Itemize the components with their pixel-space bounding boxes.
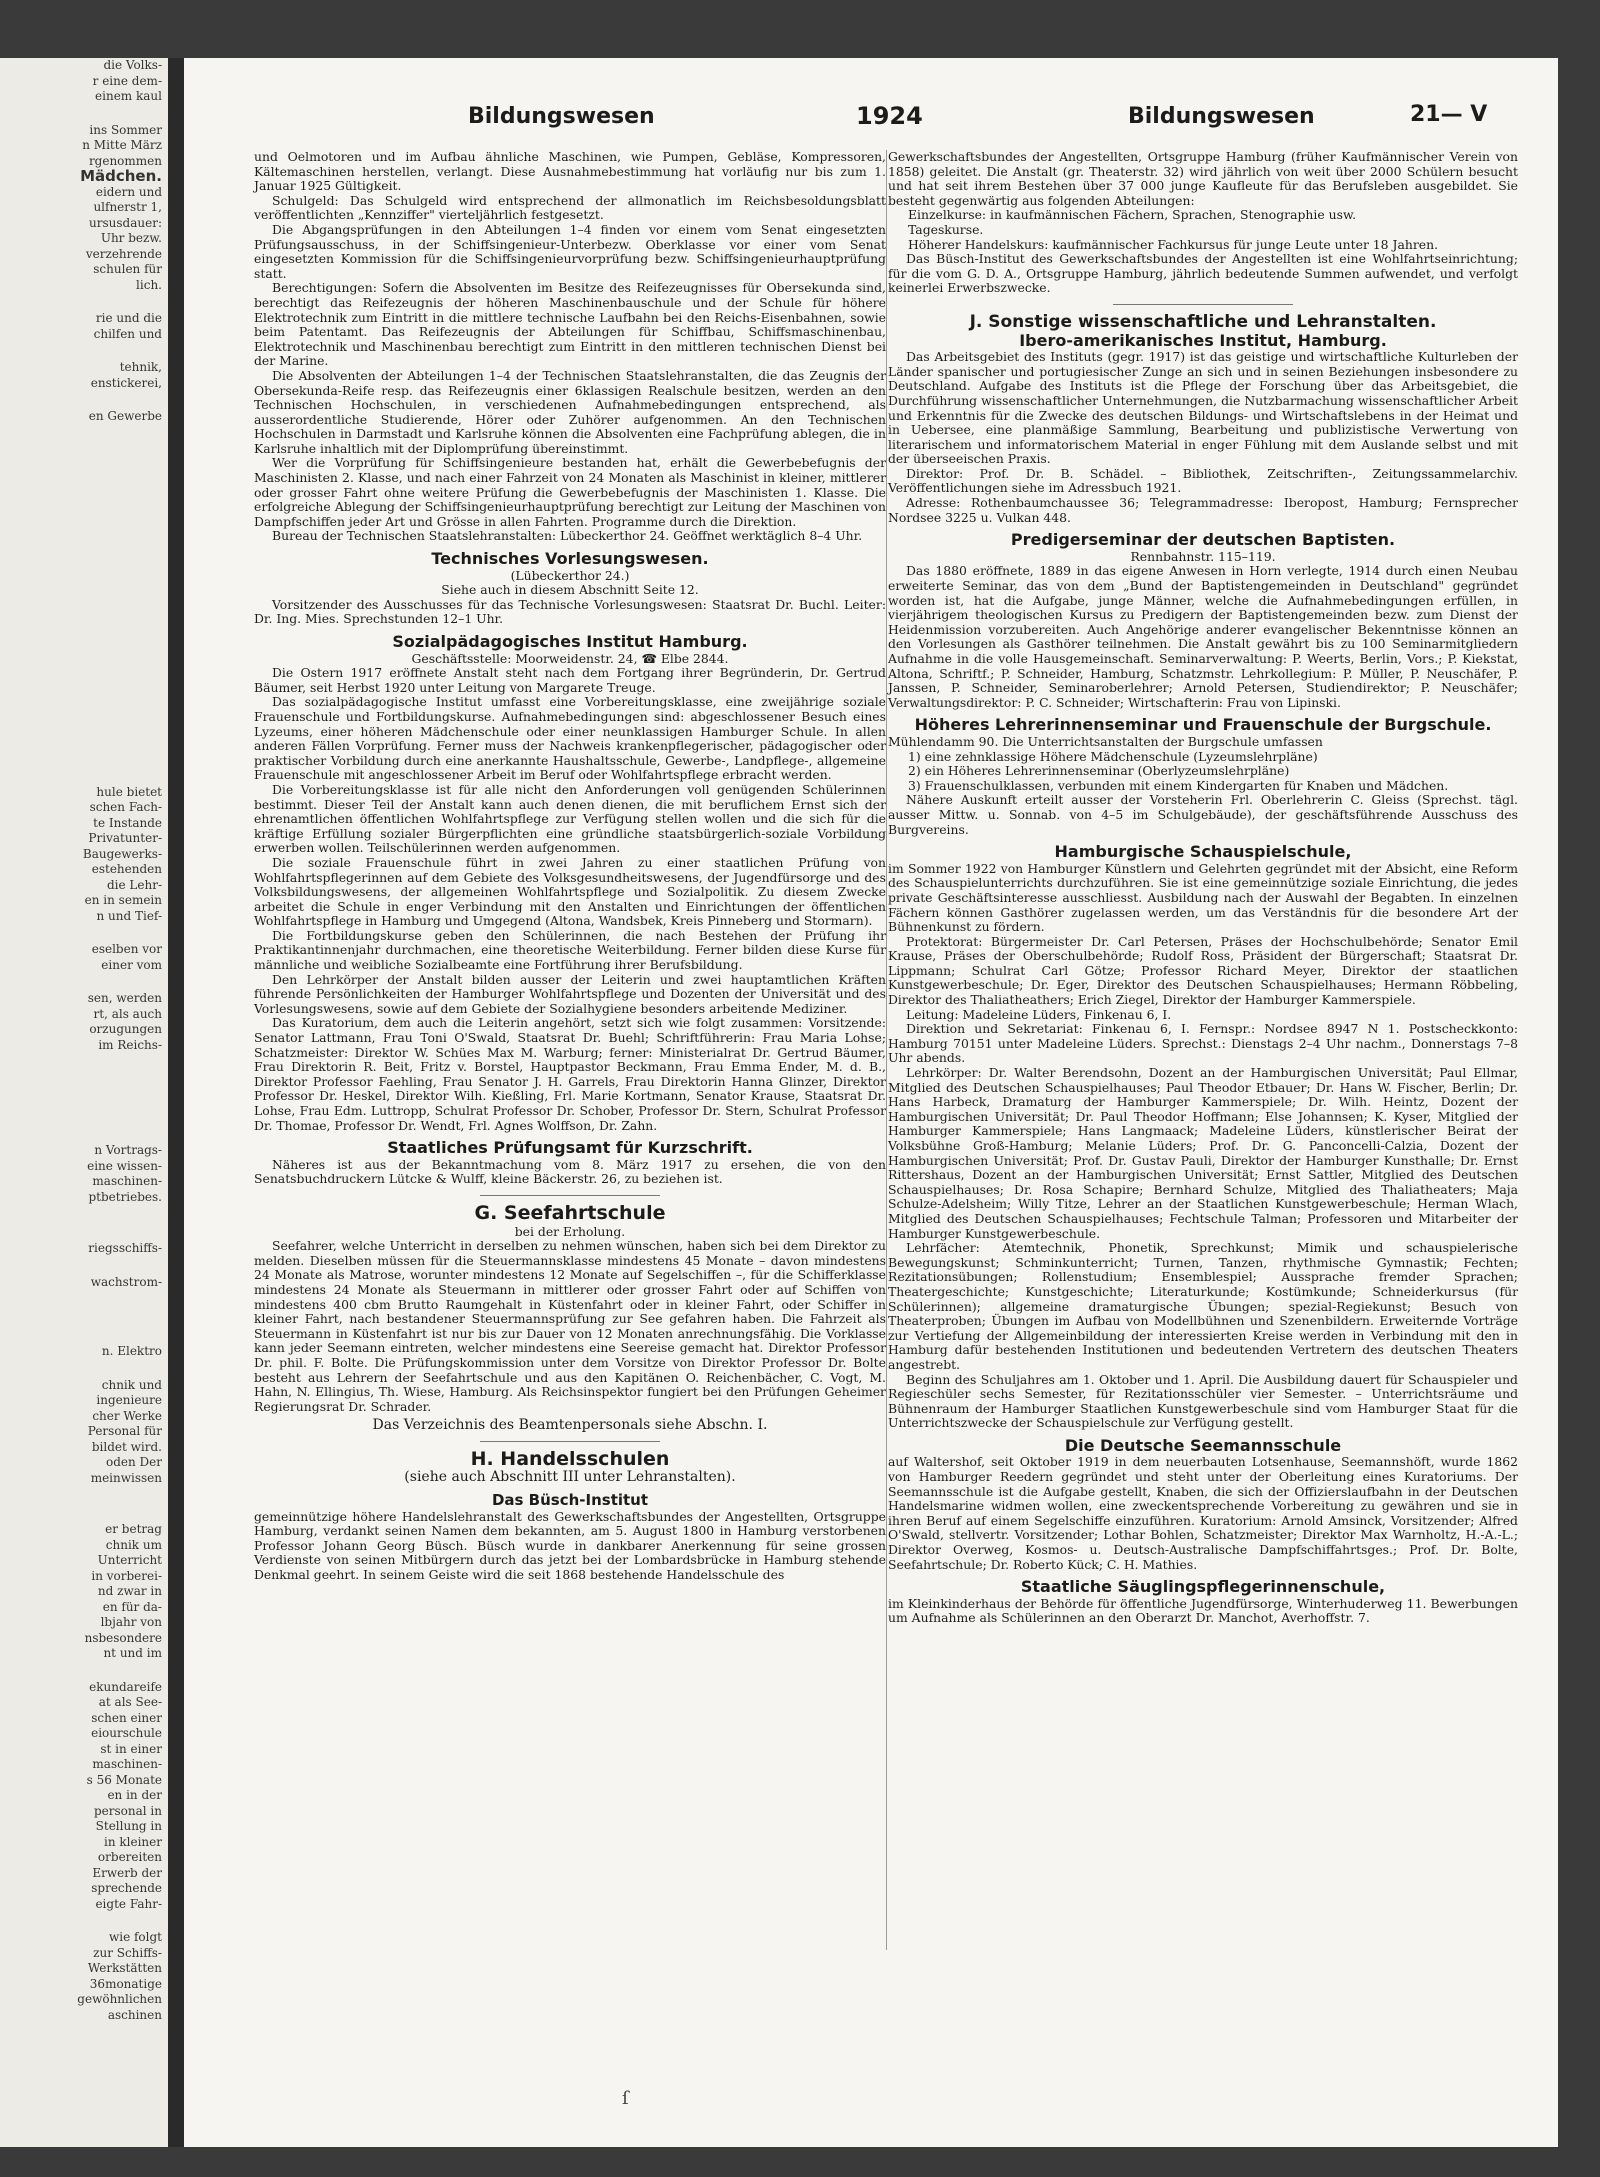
sliver-line: hule bietet — [96, 784, 162, 799]
list-item: 3) Frauenschulklassen, verbunden mit einem Kindergarten für Knaben und Mädchen. — [908, 777, 1449, 793]
sliver-line — [0, 1308, 168, 1326]
sliver-line — [0, 1326, 168, 1344]
paragraph: Siehe auch in diesem Abschnitt Seite 12. — [441, 582, 699, 598]
list-item: Einzelkurse: in kaufmännischen Fächern, Sprachen, Stenographie usw. — [908, 207, 1357, 223]
sliver-line: verzehrende — [85, 246, 162, 261]
sliver-line — [0, 391, 168, 409]
paragraph: Lehrfächer: Atemtechnik, Phonetik, Sprechkunst; Mimik und schauspielerische Bewegungskunst; Schminkunterricht; Turnen, Tanzen, rhythmische Gymnastik; Fechten; Rezitationsübungen; Rollenstudium; Ensemblespiel; Aussprache fremder Sprachen; Theatergeschichte; Kunstgeschichte; Literaturkunde; Kostümkunde; Schneiderkursus (für Schülerinnen); allgemeine dramaturgische Übungen; spezial-Regiekunst; Besuch von Theaterproben; Übungen im Aufbau von Modellbühnen und Szenenbildern. Erweiternde Vorträge zur Vertiefung der Allgemeinbildung der interessierten Kreise werden in Verbindung mit den in Hamburg dafür bestehenden Institutionen und bedeutenden Vertretern des deutschen Theaters angestrebt. — [888, 1240, 1518, 1372]
sliver-line: riegsschiffs- — [88, 1241, 162, 1255]
sliver-line: chilfen und — [93, 326, 162, 341]
sliver-line: wachstrom- — [90, 1274, 162, 1289]
sliver-line: eidern und — [95, 184, 162, 199]
right-column — [888, 150, 1518, 1626]
left-column — [254, 150, 886, 1583]
sliver-line: lbjahr von — [100, 1615, 162, 1629]
section-subtitle: bei der Erholung. — [514, 1223, 626, 1239]
paragraph: Das Verzeichnis des Beamtenpersonals siehe Abschn. I. — [372, 1417, 768, 1434]
sliver-line: n und Tief- — [96, 908, 162, 923]
sliver-line: en für da- — [102, 1599, 162, 1614]
paragraph: Protektorat: Bürgermeister Dr. Carl Petersen, Präses der Hochschulbehörde; Senator Emil Krause, Präses der Oberschulbehörde; Rudolf Ross, Präsident der Bürgerschaft; Staatsrat Dr. Lippmann; Schulrat Carl Götze; Professor Richard Meyer, Direktor der staatlichen Kunstgewerbeschule; Dr. Eger, Direktor des Deutschen Schauspielhauses; Hermann Röbbeling, Direktor des Thaliatheathers; Erich Ziegel, Direktor der Hamburger Kammerspiele. — [888, 933, 1518, 1008]
page-header — [184, 58, 1558, 148]
sliver-line — [0, 695, 168, 713]
sliver-line — [0, 1257, 168, 1275]
sliver-line — [0, 497, 168, 515]
paragraph: Direktor: Prof. Dr. B. Schädel. – Bibliothek, Zeitschriften-, Zeitungssammelarchiv. Veröffentlichungen siehe im Adressbuch 1921. — [888, 465, 1518, 496]
sliver-line: nd zwar in — [97, 1584, 162, 1598]
sliver-line — [0, 1223, 168, 1241]
paragraph: Leitung: Madeleine Lüders, Finkenau 6, I. — [906, 1006, 1172, 1022]
paragraph: Berechtigungen: Sofern die Absolventen im Besitze des Reifezeugnisses für Obersekunda sind, berechtigt das Reifezeugnis der höheren Maschinenbauschule und der Schule für höhere Elektrotechnik zum Eintritt in die mittlere technische Laufbahn bei den Reichs-Eisenbahnen, sowie beim Patentamt. Das Reifezeugnis der Abteilungen für Schiffbau, Schiffsmaschinenbau, Elektrotechnik und Maschinenbau berechtigt zum Eintritt in den mittleren technischen Dienst bei der Marine. — [254, 280, 886, 369]
sliver-line — [0, 342, 168, 360]
sliver-line — [0, 1360, 168, 1378]
sliver-line: en in der — [107, 1788, 162, 1802]
sliver-line: einem kaul — [95, 89, 162, 103]
sliver-line: Personal für — [87, 1424, 162, 1438]
sliver-line — [0, 1089, 168, 1107]
sliver-line: st in einer — [100, 1741, 162, 1756]
section-title: Technisches Vorlesungswesen. — [431, 549, 709, 569]
sliver-line: aschinen — [107, 2007, 162, 2022]
sliver-line: lich. — [136, 277, 162, 292]
paragraph: Mühlendamm 90. Die Unterrichtsanstalten der Burgschule umfassen — [888, 733, 1323, 749]
sliver-line — [0, 731, 168, 749]
paragraph: gemeinnützige höhere Handelslehranstalt des Gewerkschaftsbundes der Angestellten, Ortsgruppe Hamburg, verdankt seinen Namen dem bekannten, am 5. August 1800 in Hamburg verstorbenen Professor Johann Georg Büsch. Büsch wurde in dankbarer Anerkennung für seine grossen Verdienste von seinen Mitbürgern durch das jetzt bei der Lombardsbrücke in Hamburg stehende Denkmal geehrt. In seinem Geiste wird die seit 1868 bestehende Handelsschule des — [254, 1508, 886, 1583]
sliver-line — [0, 1053, 168, 1071]
sliver-line — [0, 533, 168, 551]
sliver-line — [0, 461, 168, 479]
sliver-line — [0, 1125, 168, 1143]
section-title: Hamburgische Schauspielschule, — [1054, 842, 1352, 862]
divider — [1113, 304, 1293, 305]
left-page-sliver — [0, 58, 168, 2147]
paragraph: im Sommer 1922 von Hamburger Künstlern und Gelehrten gegründet mit der Absicht, eine Reform des Schauspielunterrichts durchzuführen. Sie ist eine gemeinnützige soziale Einrichtung, die jedes private Geschäftsinteresse ausschliesst. Ausbildung nach der Auswahl der Begabten. In einzelnen Fächern können Gasthörer zugelassen werden, um das Verständnis für die besondere Art der Bühnenkunst zu fördern. — [888, 860, 1518, 935]
sliver-line: Stellung in — [95, 1819, 162, 1833]
chapter-title: H. Handelsschulen — [470, 1447, 670, 1470]
page — [184, 58, 1558, 2147]
sliver-line: im Reichs- — [98, 1037, 162, 1052]
paragraph: Die Vorbereitungsklasse ist für alle nicht den Anforderungen voll genügenden Schülerinnen bestimmt. Dieser Teil der Anstalt kann auch denen dienen, die mit beruflichem Ernst sich der ehrenamtlichen öffentlichen Wohlfahrtspflege zur Verfügung stellen wollen und die sich für die kräftige Erfüllung sozialer Bürgerpflichten eine gründliche staatsbürgerlich-soziale Vorbildung erwerben wollen. Teilschülerinnen werden aufgenommen. — [254, 781, 886, 856]
list-item: 2) ein Höheres Lehrerinnenseminar (Oberlyzeumslehrpläne) — [908, 763, 1290, 779]
sliver-line: ekundareife — [89, 1679, 162, 1694]
sliver-line — [0, 973, 168, 991]
paragraph: Die Abgangsprüfungen in den Abteilungen 1–4 finden vor einem vom Senat eingesetzten Prüfungsausschuss, in der Schiffsingenieur-Unterbezw. Oberklasse vor einer vom Senat eingesetzten Kommission für die Schiffsingenieurvorprüfung bezw. Schiffsingenieurhauptprüfung statt. — [254, 221, 886, 281]
sliver-line: personal in — [93, 1803, 162, 1818]
sliver-line: Werkstätten — [87, 1961, 162, 1975]
sliver-line — [0, 1290, 168, 1308]
sliver-line — [0, 569, 168, 587]
sliver-line: oden Der — [105, 1455, 162, 1469]
divider — [480, 1195, 660, 1196]
list-item: Tageskurse. — [908, 221, 984, 237]
sliver-line: schen Fach- — [89, 800, 162, 814]
sliver-line: rgenommen — [88, 153, 162, 168]
sliver-line: wie folgt — [108, 1930, 162, 1944]
sliver-line — [0, 605, 168, 623]
sliver-line — [0, 587, 168, 605]
sliver-line: nt und im — [103, 1646, 162, 1660]
sliver-line: Uhr bezw. — [100, 231, 162, 245]
sliver-line: nsbesondere — [84, 1630, 162, 1645]
sliver-line: ingenieure — [96, 1393, 162, 1407]
section-subtitle: (siehe auch Abschnitt III unter Lehranstalten). — [404, 1469, 736, 1486]
sliver-line: rt, als auch — [93, 1006, 162, 1021]
paragraph: Die Ostern 1917 eröffnete Anstalt steht nach dem Fortgang ihrer Begründerin, Dr. Gertrud Bäumer, seit Herbst 1920 unter Leitung von Margarete Treuge. — [254, 665, 886, 695]
sliver-line: r eine dem- — [92, 73, 162, 88]
sliver-line — [0, 623, 168, 641]
sliver-line: 36monatige — [89, 1976, 162, 1991]
section-title: Staatliches Prüfungsamt für Kurzschrift. — [387, 1138, 753, 1158]
sliver-line: chnik und — [101, 1377, 162, 1392]
sliver-line — [0, 641, 168, 659]
sliver-line — [0, 659, 168, 677]
paragraph: Direktion und Sekretariat: Finkenau 6, I. Fernspr.: Nordsee 8947 N 1. Postscheckkonto: Hamburg 70151 unter Madeleine Lüders. Sprechst.: Dienstags 2–4 Uhr nachm., Donnerstags 7–8 Uhr abends. — [888, 1021, 1518, 1066]
header-year: 1924 — [856, 102, 923, 130]
sliver-line: ulfnerstr 1, — [93, 200, 162, 214]
paragraph: Adresse: Rothenbaumchaussee 36; Telegrammadresse: Iberopost, Hamburg; Fernsprecher Nordsee 3225 u. Vulkan 448. — [888, 495, 1518, 525]
sliver-line — [0, 443, 168, 461]
sliver-line — [0, 479, 168, 497]
header-left-title: Bildungswesen — [468, 104, 655, 129]
sliver-line: meinwissen — [90, 1470, 162, 1485]
paragraph: Die Fortbildungskurse geben den Schülerinnen, die nach Bestehen der Prüfung ihr Praktikantinnenjahr durchmachen, eine theoretische Weiterbildung. Ferner bilden diese Kurse für männliche und weibliche Sozialbeamte eine Fortführung ihrer Berufsbildung. — [254, 927, 886, 973]
sliver-line — [0, 677, 168, 695]
paragraph: im Kleinkinderhaus der Behörde für öffentliche Jugendfürsorge, Winterhuderweg 11. Bewerbungen um Aufnahme als Schülerinnen an den Oberarzt Dr. Manchot, Averhoffstr. 7. — [888, 1595, 1518, 1626]
sliver-line: eigte Fahr- — [95, 1896, 162, 1911]
sliver-line — [0, 1205, 168, 1223]
sliver-line: sen, werden — [87, 991, 162, 1005]
paragraph: Das 1880 eröffnete, 1889 in das eigene Anwesen in Horn verlegte, 1914 durch einen Neubau erweiterte Seminar, das von dem „Bund der Baptistengemeinden in Deutschland" gegründet worden ist, hat die Aufgabe, junge Männer, welche die Aufnahmebedingungen erfüllen, in vierjährigem theologischen Kursus zu Predigern der Baptistengemeinden bezw. zum Dienst der Heidenmission vorzubereiten. Auch Angehörige anderer evangelischer Bekenntnisse können an den Vorlesungen als Gasthörer teilnehmen. Die Anstalt gewährt bis zu 100 Seminarmitgliedern Aufnahme in die volle Hausgemeinschaft. Seminarverwaltung: P. Weerts, Berlin, Vors.; P. Kiekstat, Altona, Schriftf.; P. Schneider, Hamburg, Schatzmstr. Lehrkollegium: P. Müller, P. Neuschäfer, P. Janssen, P. Schneider, Seminaroberlehrer; Arnold Petersen, Studiendirektor; P. Neuschäfer; Verwaltungsdirektor: P. C. Schneider; Wirtschafterin: Frau von Lipinski. — [888, 563, 1518, 710]
section-title: Sozialpädagogisches Institut Hamburg. — [392, 632, 748, 651]
section-title: Höheres Lehrerinnenseminar und Frauenschule der Burgschule. — [914, 715, 1492, 735]
sliver-line — [0, 767, 168, 785]
sliver-line: maschinen- — [92, 1757, 162, 1771]
sliver-line: gewöhnlichen — [77, 1992, 162, 2006]
paragraph: Beginn des Schuljahres am 1. Oktober und 1. April. Die Ausbildung dauert für Schauspieler und Regieschüler sechs Semester, für Rezitationsschüler vier Semester. – Unterrichtsräume und Bühnenraum der Hamburger Staatlichen Kunstgewerbeschule sind vom Hamburger Staat für die Unterrichtszwecke der Schauspielschule zur Verfügung gestellt. — [888, 1371, 1518, 1431]
sliver-line — [0, 293, 168, 311]
scanner-frame-top — [0, 0, 1600, 58]
sliver-line: ptbetriebes. — [88, 1189, 162, 1204]
list-item: Höherer Handelskurs: kaufmännischer Fachkursus für junge Leute unter 18 Jahren. — [908, 236, 1439, 252]
sliver-line: orbereiten — [97, 1850, 162, 1864]
paragraph: und Oelmotoren und im Aufbau ähnliche Maschinen, wie Pumpen, Gebläse, Kompressoren, Kältemaschinen herstellen, verlangt. Diese Ausnahmebestimmung hat vorläufig nur bis zum 1. Januar 1925 Gültigkeit. — [254, 149, 886, 194]
section-title: Die Deutsche Seemannsschule — [1064, 1435, 1342, 1455]
sliver-line — [0, 551, 168, 569]
sliver-line — [0, 924, 168, 942]
sliver-line — [0, 515, 168, 533]
paragraph: Gewerkschaftsbundes der Angestellten, Ortsgruppe Hamburg (früher Kaufmännischer Verein von 1858) geleitet. Die Anstalt (gr. Theaterstr. 32) wird jährlich von weit über 2000 Schülern besucht und hat seit ihrem Bestehen über 37 000 junge Kaufleute für das Berufsleben ausgebildet. Sie besteht gegenwärtig aus folgenden Abteilungen: — [888, 149, 1518, 208]
paragraph: Das Arbeitsgebiet des Instituts (gegr. 1917) ist das geistige und wirtschaftliche Kulturleben der Länder spanischer und portugiesischer Zunge an sich und in seinen Beziehungen insbesondere zu Deutschland. Aufgabe des Instituts ist die Pflege der Forschung über das Arbeitsgebiet, die Durchführung wissenschaftlicher Unternehmungen, die Nutzbarmachung wissenschaftlicher Arbeit und Erkenntnis für die Zwecke des deutschen Bildungs- und Wirtschaftslebens in der Heimat und in Uebersee, eine planmäßige Sammlung, Bearbeitung und publizistische Verwertung von literarischem und informatorischem Material in enger Fühlung mit dem Auslande selbst und mit der überseeischen Praxis. — [888, 349, 1518, 467]
paragraph: Vorsitzender des Ausschusses für das Technische Vorlesungswesen: Staatsrat Dr. Buchl. Leiter: Dr. Ing. Mies. Sprechstunden 12–1 Uhr. — [254, 596, 886, 627]
sliver-line: in vorberei- — [91, 1568, 162, 1583]
sliver-line: tehnik, — [119, 360, 162, 374]
list-item: 1) eine zehnklassige Höhere Mädchenschule (Lyzeumslehrpläne) — [908, 748, 1318, 764]
paragraph: Seefahrer, welche Unterricht in derselben zu nehmen wünschen, haben sich bei dem Direktor zu melden. Dieselben müssen für die Steuermannsklasse mindestens 45 Monate – davon mindestens 24 Monate als Matrose, worunter mindestens 12 Monate auf Segelschiffen –, für die Schifferklasse mindestens 24 Monate als Steuermann in mittlerer oder grosser Fahrt oder auf Schiffen von mindestens 400 cbm Brutto Raumgehalt in Küstenfahrt oder in kleiner Fahrt, oder Schiffer in kleiner Fahrt, nach bestandener Steuermannsprüfung zur See gefahren haben. Die Fahrzeit als Steuermann in Küstenfahrt ist nur bis zur Dauer von 12 Monaten anrechnungsfähig. Die Vorklasse kann jeder Seemann eintreten, welcher mindestens eine Seereise gemacht hat. Direktor Professor Dr. phil. F. Bolte. Die Prüfungskommission unter dem Vorsitze von Direktor Professor Dr. Bolte besteht aus Lehrern der Seefahrtschule und aus den Kapitänen O. Reichenbächer, C. Vogt, M. Hahn, N. Ellingius, Th. Wiese, Hamburg. Als Reichsinspektor fungiert bei den Prüfungen Geheimer Regierungsrat Dr. Schrader. — [254, 1238, 886, 1414]
sliver-line: er betrag — [105, 1522, 162, 1536]
sliver-line — [0, 105, 168, 123]
sliver-line: te Instande — [93, 815, 162, 830]
sliver-line: zur Schiffs- — [93, 1945, 162, 1960]
sliver-line: cher Werke — [92, 1408, 162, 1423]
sliver-line — [0, 1662, 168, 1680]
sliver-line: in kleiner — [104, 1834, 162, 1849]
scanner-frame-right — [1558, 0, 1600, 2177]
sliver-line: eine wissen- — [87, 1158, 162, 1173]
sliver-line: sprechende — [91, 1881, 162, 1895]
paragraph: Das Kuratorium, dem auch die Leiterin angehört, setzt sich wie folgt zusammen: Vorsitzende: Senator Lattmann, Frau Toni O'Swald, Staatsrat Dr. Buehl; Schriftführerin: Frau Maria Lohse; Schatzmeister: Direktor W. Schües Max M. Warburg; ferner: Ministerialrat Dr. Gertrud Bäumer, Frau Direktorin R. Beit, Fritz v. Borstel, Hauptpastor Beckmann, Frau Emma Ender, M. d. B., Direktor Professor Faehling, Frau Senator J. H. Garrels, Frau Direktorin Hanna Glinzer, Direktor Professor Dr. Heskel, Direktor Wilh. Kießling, Frl. Marie Kortmann, Senator Krause, Staatsrat Dr. Lohse, Frau Edm. Luttropp, Schulrat Professor Dr. Schober, Professor Dr. Stern, Schulrat Professor Dr. Thomae, Professor Dr. Wendt, Frl. Agnes Wolffson, Dr. Zahn. — [254, 1015, 886, 1133]
sliver-line: Erwerb der — [92, 1865, 162, 1880]
paragraph: Näheres ist aus der Bekanntmachung vom 8. März 1917 zu ersehen, die von den Senatsbuchdruckern Lütcke & Wulff, kleine Bäckerstr. 26, zu beziehen ist. — [254, 1156, 886, 1187]
sliver-line — [0, 1912, 168, 1930]
book-gutter — [168, 58, 184, 2147]
paragraph: Die Absolventen der Abteilungen 1–4 der Technischen Staatslehranstalten, die das Zeugnis der Obersekunda-Reife resp. das Reifezeugnis einer 6klassigen Realschule besitzen, werden an den Technischen Hochschulen, in verschiedenen Aufnahmebedingungen entsprechend, als ausserordentliche Studierende, Hörer oder Zuhörer aufgenommen. An den Technischen Hochschulen in Darmstadt und Karlsruhe können die Absolventen eine Fachprüfung ablegen, die in Karlsruhe inhaltlich mit der Diplomprüfung übereinstimmt. — [254, 367, 886, 456]
section-title: Predigerseminar der deutschen Baptisten. — [1010, 530, 1396, 550]
sliver-line — [0, 713, 168, 731]
sliver-line: einer vom — [101, 957, 162, 972]
paragraph: auf Waltershof, seit Oktober 1919 in dem neuerbauten Lotsenhause, Seemannshöft, wurde 1862 von Hamburger Reedern gegründet und steht unter der Oberleitung eines Kuratoriums. Der Seemannsschule ist die Aufgabe gestellt, Knaben, die sich der Offizierslaufbahn in der Deutschen Handelsmarine widmen wollen, eine zweckentsprechende Vorbereitung zu gewähren und sie in ihren Beruf auf einem Segelschiffe einzuführen. Kuratorium: Arnold Amsinck, Vorsitzender; Alfred O'Swald, stellvertr. Vorsitzender; Lothar Bohlen, Schatzmeister; Direktor Max Warnholtz, H.-A.-L.; Direktor Overweg, Kosmos- u. Deutsch-Australische Dampfschiffahrtsges.; Prof. Dr. Bolte, Seefahrtschule; Dr. Roberto Kück; C. H. Mathies. — [888, 1454, 1518, 1572]
section-subtitle: Rennbahnstr. 115–119. — [1130, 548, 1276, 564]
sliver-line: n. Elektro — [101, 1344, 162, 1358]
sliver-line: maschinen- — [92, 1174, 162, 1188]
paragraph: Nähere Auskunft erteilt ausser der Vorsteherin Frl. Oberlehrerin C. Gleiss (Sprechst. tägl. ausser Mittw. u. Sonnab. von 4–5 im Schulgebäude), der geschäftsführende Ausschuss des Burgvereins. — [888, 792, 1518, 837]
sliver-line: die Lehr- — [106, 877, 162, 892]
sliver-line — [0, 425, 168, 443]
sliver-line: Mädchen. — [80, 167, 162, 185]
sliver-line: ursusdauer: — [89, 215, 162, 230]
sliver-line — [0, 749, 168, 767]
sliver-line: chnik um — [105, 1537, 162, 1552]
paragraph: Schulgeld: Das Schulgeld wird entsprechend der allmonatlich im Reichsbesoldungsblatt veröffentlichten „Kennziffer" vierteljährlich festgesetzt. — [254, 192, 886, 223]
sliver-line: n Vortrags- — [94, 1143, 162, 1157]
paragraph: Lehrkörper: Dr. Walter Berendsohn, Dozent an der Hamburgischen Universität; Paul Ellmar, Mitglied des Deutschen Schauspielhauses; Paul Theodor Etbauer; Dr. Hans W. Fischer, Berlin; Dr. Hans Harbeck, Dramaturg der Hamburger Kammerspiele; Dr. Wilh. Heintz, Dozent der Hamburgischen Universität; Dr. Paul Theodor Hoffmann; Else Johannsen; K. Kyser, Mitglied der Hamburger Kammerspiele; Hans Langmaack; Madeleine Lüders, künstlerischer Beirat der Volksbühne Groß-Hamburg; Melanie Lüders; Prof. Dr. G. Panconcelli-Calzia, Dozent der Hamburgischen Universität; Prof. Dr. Gustav Pauli, Direktor der Hamburger Kunsthalle; Dr. Ernst Rittershaus, Dozent an der Hamburgischen Universität; Ernst Sattler, Mitglied des Deutschen Schauspielhauses; Dr. Rosa Schapire; Bernhard Schulze, Mitglied des Thaliatheaters; Maja Schulze-Adelsheim; Willy Titze, Lehrer an der Staatlichen Kunstgewerbeschule; Herman Wlach, Mitglied des Deutschen Schauspielhauses; Fechtschule Talman; Professoren und Mitarbeiter der Hamburger Kunstgewerbeschule. — [888, 1065, 1518, 1241]
sliver-line: estehenden — [91, 862, 162, 876]
sliver-line: die Volks- — [103, 58, 162, 72]
paragraph: Das sozialpädagogische Institut umfasst eine Vorbereitungsklasse, eine zweijährige soziale Frauenschule und Fortbildungskurse. Aufnahmebedingungen sind: abgeschlossener Besuch eines Lyzeums, einer höheren Mädchenschule oder einer neunklassigen Hamburger Schule. In allen anderen Fällen Vorprüfung. Ferner muss der Nachweis krankenpflegerischer, pädagogischer oder praktischer Vorbildung durch eine anerkannte Haushaltsschule, Gewerbe-, Landpflege-, allgemeine Frauenschule mit angeschlossener Arbeit im Beruf oder Wohlfahrtspflege erbracht werden. — [254, 694, 886, 783]
sliver-line — [0, 1486, 168, 1504]
chapter-title: G. Seefahrtschule — [474, 1201, 666, 1224]
sliver-line: schulen für — [93, 262, 162, 276]
section-subtitle: (Lübeckerthor 24.) — [510, 567, 630, 583]
sliver-line: ins Sommer — [89, 122, 162, 137]
sliver-line: rie und die — [95, 311, 162, 325]
sliver-line — [0, 1071, 168, 1089]
paragraph: Das Büsch-Institut des Gewerkschaftsbundes der Angestellten ist eine Wohlfahrtseinrichtung; für die vom G. D. A., Ortsgruppe Hamburg, jährlich bedeutende Summen aufwendet, und verfolgt keinerlei Erwerbszwecke. — [888, 251, 1518, 296]
sliver-line: at als See- — [98, 1695, 162, 1709]
paragraph: Die soziale Frauenschule führt in zwei Jahren zu einer staatlichen Prüfung von Wohlfahrtspflegerinnen auf dem Gebiete des Volksgesundheitswesens, der Jugendfürsorge und des Volksbildungswesens, der allgemeinen Wohlfahrtspflege und Sozialpolitik. Zu diesem Zwecke arbeitet die Schule in enger Verbindung mit den Anstalten und Einrichtungen der öffentlichen Wohlfahrtspflege in Hamburg und Umgegend (Altona, Wandsbek, Kreis Pinneberg und Stormarn). — [254, 854, 886, 929]
sliver-line — [0, 1107, 168, 1125]
scanner-frame-bottom — [0, 2147, 1600, 2177]
sliver-line: n Mitte März — [82, 138, 162, 152]
sliver-line: eiourschule — [91, 1726, 162, 1740]
sliver-line: eselben vor — [91, 942, 162, 956]
divider — [480, 1441, 660, 1442]
paragraph: Wer die Vorprüfung für Schiffsingenieure bestanden hat, erhält die Gewerbebefugnis der Maschinisten 2. Klasse, und nach einer Fahrzeit von 24 Monaten als Maschinist in kleiner, mittlerer oder grosser Fahrt ohne weitere Prüfung die Gewerbebefugnis der Maschinisten 1. Klasse. Die erfolgreiche Ablegung der Schiffsingenieurhauptprüfung berechtigt zur Leitung der Maschinen von Dampfschiffen jeder Art und Grösse in allen Fahrten. Programme durch die Direktion. — [254, 455, 886, 529]
section-title: Ibero-amerikanisches Institut, Hamburg. — [1019, 330, 1387, 350]
sliver-line: en in semein — [84, 893, 162, 907]
footer-mark: ſ — [622, 2088, 629, 2109]
header-right-title: Bildungswesen — [1128, 104, 1315, 129]
sliver-line: orzugungen — [89, 1022, 162, 1036]
sliver-line: enstickerei, — [90, 375, 162, 390]
sliver-line: Privatunter- — [88, 831, 162, 845]
section-title: Das Büsch-Institut — [491, 1491, 649, 1510]
sliver-line: bildet wird. — [91, 1439, 162, 1454]
paragraph: Den Lehrkörper der Anstalt bilden ausser der Leiterin und zwei hauptamtlichen Kräften führende Persönlichkeiten der Hamburger Wohlfahrtspflege und Dozenten der Universität und des Vorlesungswesens, sowie auf dem Gebiete der Sozialhygiene besonders arbeitende Mediziner. — [254, 971, 886, 1016]
page-number: 21— V — [1410, 102, 1488, 127]
column-divider — [886, 150, 887, 1950]
section-subtitle: Geschäftsstelle: Moorweidenstr. 24, ☎ Elbe 2844. — [411, 650, 729, 666]
sliver-line — [0, 1504, 168, 1522]
paragraph: Bureau der Technischen Staatslehranstalten: Lübeckerthor 24. Geöffnet werktäglich 8–4 Uhr. — [272, 528, 863, 544]
chapter-title: J. Sonstige wissenschaftliche und Lehranstalten. — [969, 311, 1437, 332]
sliver-line: Baugewerks- — [82, 846, 162, 861]
sliver-line: Unterricht — [97, 1553, 162, 1567]
sliver-line: en Gewerbe — [88, 409, 162, 423]
sliver-line: schen einer — [91, 1710, 162, 1725]
section-title: Staatliche Säuglingspflegerinnenschule, — [1020, 1577, 1386, 1597]
sliver-line: s 56 Monate — [86, 1772, 162, 1787]
